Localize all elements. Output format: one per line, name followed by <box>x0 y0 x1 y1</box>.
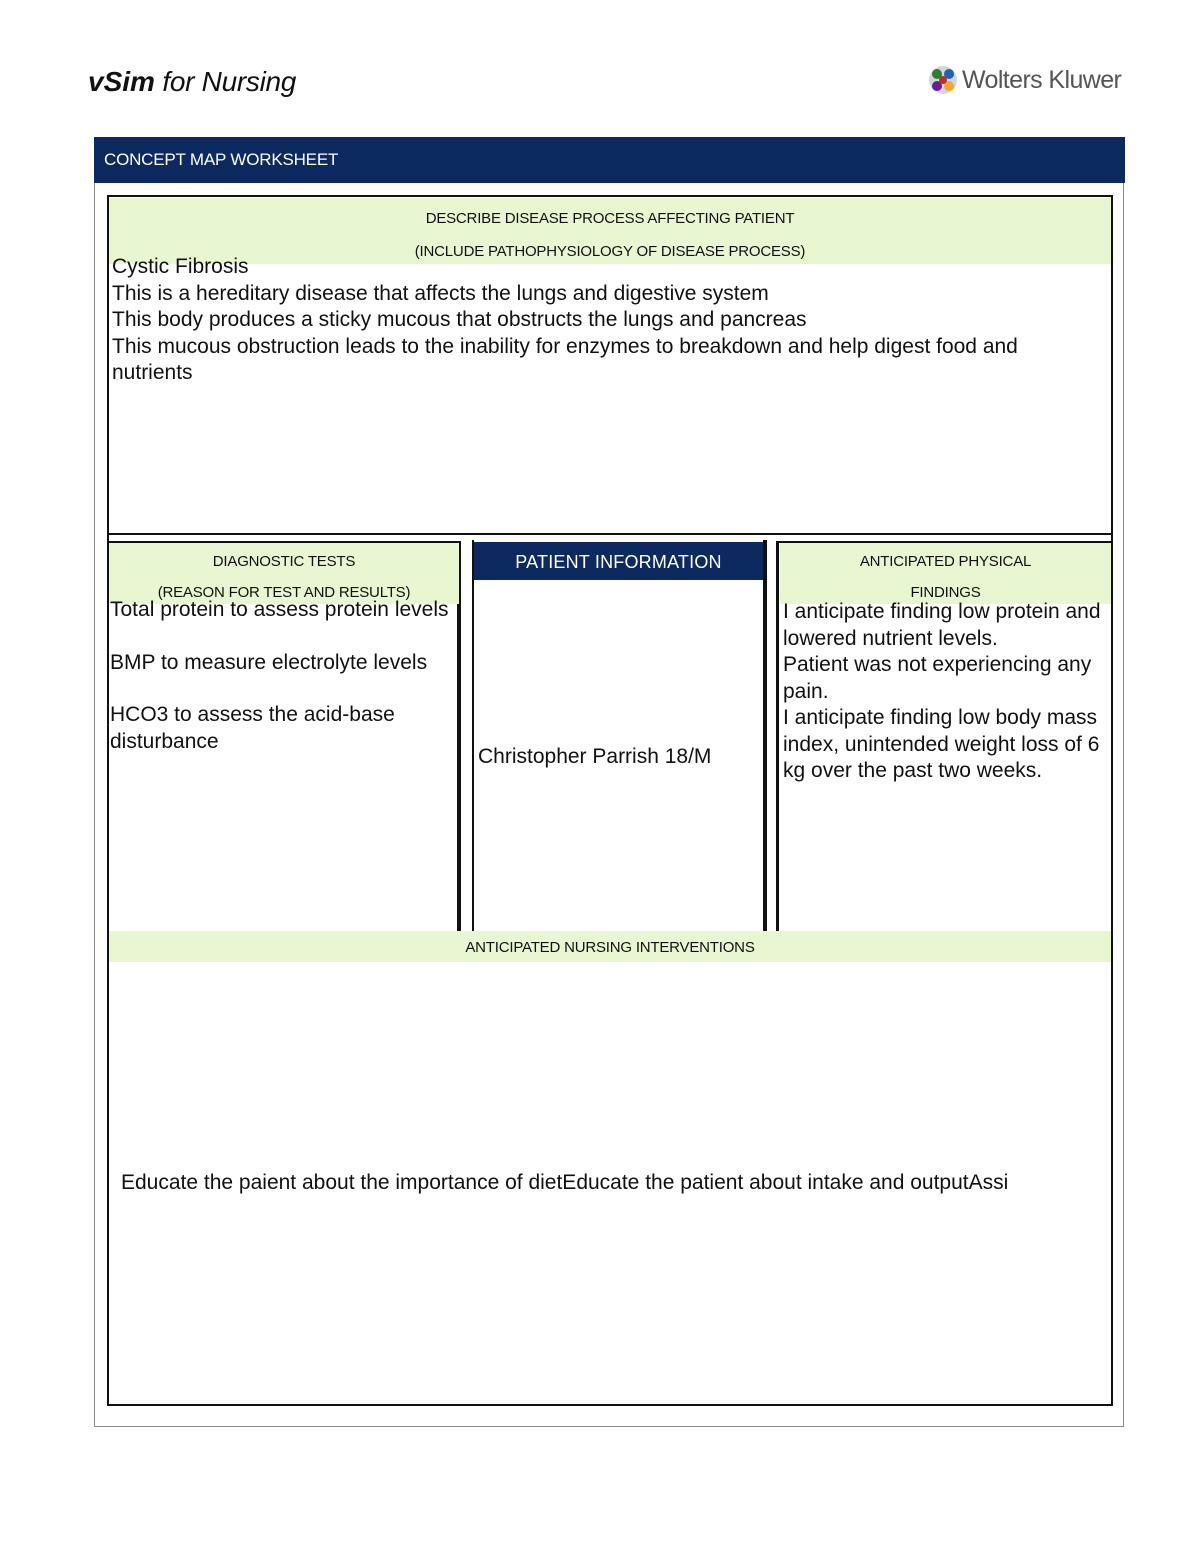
diagnostic-tests-text <box>110 597 450 755</box>
findings-label-line1: ANTICIPATED PHYSICAL <box>859 553 1032 570</box>
nursing-interventions-header <box>109 931 1111 962</box>
disease-line: Cystic Fibrosis <box>112 255 249 278</box>
patient-info-text: Christopher Parrish 18/M <box>478 745 712 768</box>
vsim-logo <box>88 62 296 102</box>
diagnostic-label-line2: (REASON FOR TEST AND RESULTS) <box>157 584 411 601</box>
wolters-kluwer-logo <box>928 60 1128 100</box>
disease-label-line1: DESCRIBE DISEASE PROCESS AFFECTING PATIENT <box>425 210 795 227</box>
interventions-label: ANTICIPATED NURSING INTERVENTIONS <box>465 939 755 956</box>
vsim-logo-v: vSim <box>88 66 155 97</box>
vsim-logo-text: for Nursing <box>154 66 297 97</box>
diagnostic-label-line1: DIAGNOSTIC TESTS <box>212 553 356 570</box>
diagnostic-item: Total protein to assess protein levels <box>110 598 449 621</box>
disease-line: This is a hereditary disease that affects the lungs and digestive system <box>112 281 769 305</box>
diagnostic-item: HCO3 to assess the acid-base disturbance <box>110 703 395 753</box>
disease-line: This mucous obstruction leads to the inability for enzymes to breakdown and help digest food and nutrients <box>112 334 1018 384</box>
worksheet-title: CONCEPT MAP WORKSHEET <box>94 137 1125 183</box>
findings-line: I anticipate finding low body mass index, unintended weight loss of 6 kg over the past two weeks. <box>783 706 1100 782</box>
disease-line: This body produces a sticky mucous that obstructs the lungs and pancreas <box>112 308 807 331</box>
disease-label-line2: (INCLUDE PATHOPHYSIOLOGY OF DISEASE PROCESS) <box>414 243 806 260</box>
wolters-kluwer-text: Wolters Kluwer <box>962 65 1122 94</box>
findings-line: Patient was not experiencing any pain. <box>783 653 1092 703</box>
findings-label-line2: FINDINGS <box>910 584 981 601</box>
disease-divider <box>107 533 1113 535</box>
disease-process-text <box>112 254 1102 387</box>
wolters-kluwer-icon <box>928 65 958 95</box>
physical-findings-header <box>780 543 1111 604</box>
patient-info-box <box>472 540 767 931</box>
diagnostic-item: BMP to measure electrolyte levels <box>110 650 428 674</box>
findings-line: I anticipate finding low protein and lowered nutrient levels. <box>783 600 1101 650</box>
diagnostic-tests-header <box>109 543 459 604</box>
physical-findings-text <box>783 599 1103 785</box>
nursing-interventions-text: Educate the paient about the importance of dietEducate the patient about intake and outputAssi <box>121 1171 1009 1194</box>
patient-info-header: PATIENT INFORMATION <box>474 542 763 580</box>
